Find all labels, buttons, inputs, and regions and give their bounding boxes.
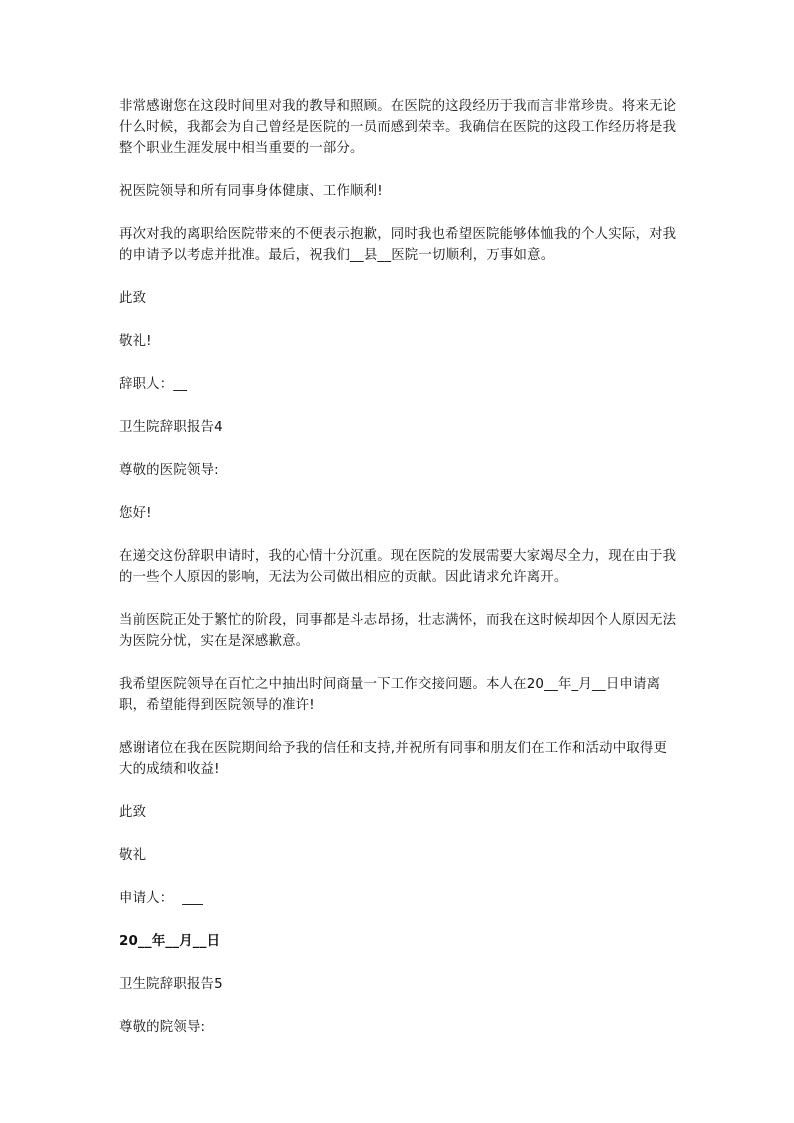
salutation-cizhi: 此致 bbox=[119, 291, 147, 306]
salutation-jingli: 敬礼! bbox=[119, 334, 152, 349]
paragraph-wishes: 祝医院领导和所有同事身体健康、工作顺利! bbox=[119, 184, 383, 199]
paragraph-handover: 我希望医院领导在百忙之中抽出时间商量一下工作交接问题。本人在20__年_月__日申请离职，希望能得到医院领导的准许! bbox=[119, 677, 661, 713]
section-heading-5: 卫生院辞职报告5 bbox=[119, 977, 223, 992]
paragraph-submission: 在递交这份辞职申请时，我的心情十分沉重。现在医院的发展需要大家竭尽全力，现在由于我的一些个人原因的影响，无法为公司做出相应的贡献。因此请求允许离开。 bbox=[119, 549, 677, 585]
paragraph-busy-period: 当前医院正处于繁忙的阶段，同事都是斗志昂扬，壮志满怀，而我在这时候却因个人原因无法为医院分忧，实在是深感歉意。 bbox=[119, 613, 677, 649]
signature-resigner: 辞职人：__ bbox=[119, 377, 188, 392]
paragraph-gratitude: 非常感谢您在这段时间里对我的教导和照顾。在医院的这段经历于我而言非常珍贵。将来无论什么时候，我都会为自己曾经是医院的一员而感到荣幸。我确信在医院的这段工作经历将是我整个职业生涯发展中相当重要的一部分。 bbox=[119, 99, 677, 156]
paragraph-apology: 再次对我的离职给医院带来的不便表示抱歉，同时我也希望医院能够体恤我的个人实际，对我的申请予以考虑并批准。最后，祝我们__县__医院一切顺利，万事如意。 bbox=[119, 227, 677, 263]
salutation-cizhi-2: 此致 bbox=[119, 805, 147, 820]
section-heading-4: 卫生院辞职报告4 bbox=[119, 420, 223, 435]
greeting-leaders: 尊敬的医院领导: bbox=[119, 463, 219, 478]
paragraph-thanks: 感谢诸位在我在医院期间给予我的信任和支持,并祝所有同事和朋友们在工作和活动中取得更大的成绩和收益! bbox=[119, 741, 668, 777]
signature-applicant: 申请人： ___ bbox=[119, 891, 203, 906]
date-line: 20__年__月__日 bbox=[119, 934, 221, 949]
greeting-hospital-leaders: 尊敬的院领导: bbox=[119, 1020, 206, 1035]
document-page bbox=[119, 96, 679, 1060]
greeting-hello: 您好! bbox=[119, 506, 152, 521]
salutation-jingli-2: 敬礼 bbox=[119, 848, 147, 863]
